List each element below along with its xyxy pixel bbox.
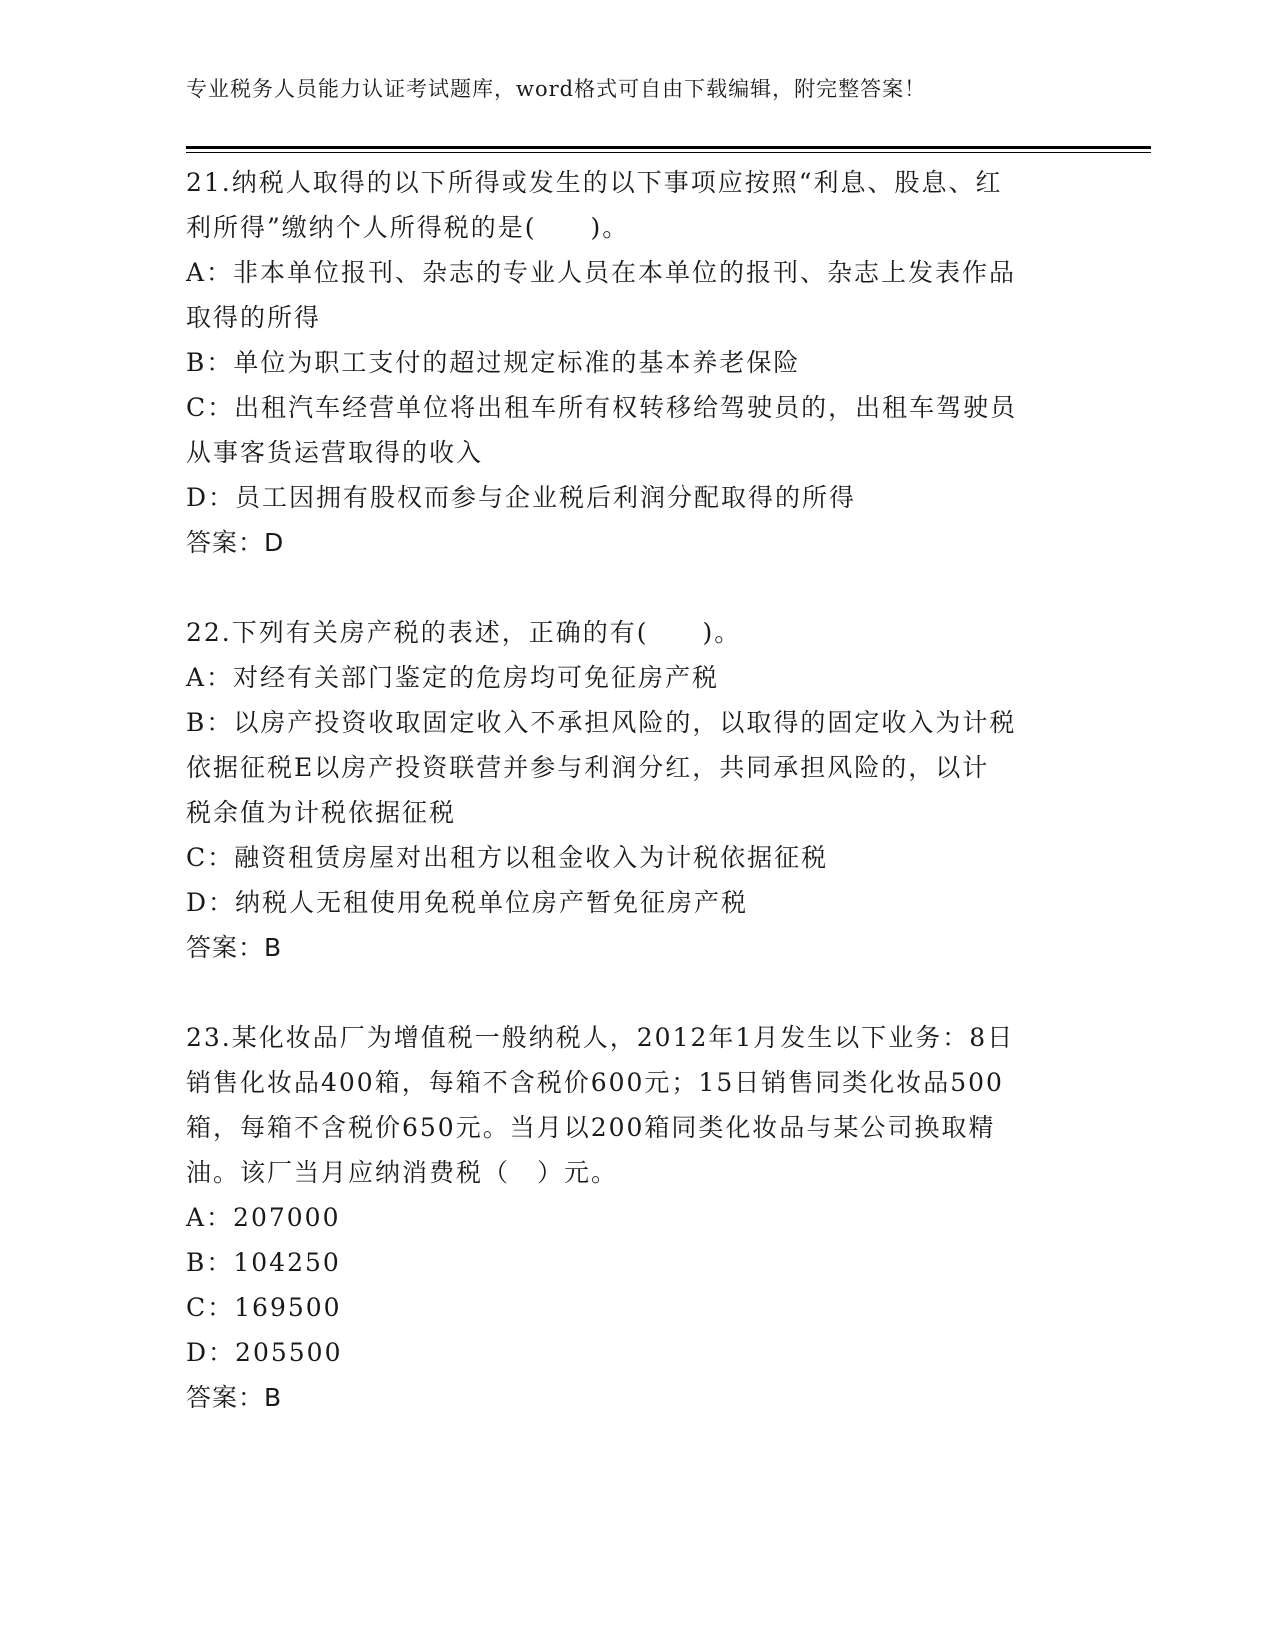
option-a: A：对经有关部门鉴定的危房均可免征房产税 <box>186 663 720 692</box>
option-c: C：融资租赁房屋对出租方以租金收入为计税依据征税 <box>186 843 829 872</box>
option-b-cont: 依据征税E以房产投资联营并参与利润分红，共同承担风险的，以计 <box>186 753 990 782</box>
question-stem-line: 箱，每箱不含税价650元。当月以200箱同类化妆品与某公司换取精 <box>186 1113 996 1142</box>
option-b: B：104250 <box>186 1248 341 1277</box>
question-stem-line: 22.下列有关房产税的表述，正确的有( )。 <box>186 618 742 647</box>
question-stem-line: 21.纳税人取得的以下所得或发生的以下事项应按照“利息、股息、红 <box>186 168 1003 197</box>
answer: 答案：B <box>186 933 283 962</box>
answer: 答案：D <box>186 528 285 557</box>
option-b: B：单位为职工支付的超过规定标准的基本养老保险 <box>186 348 801 377</box>
answer: 答案：B <box>186 1383 283 1412</box>
question-stem-line: 23.某化妆品厂为增值税一般纳税人，2012年1月发生以下业务：8日 <box>186 1023 1015 1052</box>
option-b-cont: 税余值为计税依据征税 <box>186 798 457 827</box>
page-header: 专业税务人员能力认证考试题库，word格式可自由下载编辑，附完整答案！ <box>186 77 927 101</box>
option-c-cont: 从事客货运营取得的收入 <box>186 438 484 467</box>
option-c: C：出租汽车经营单位将出租车所有权转移给驾驶员的，出租车驾驶员 <box>186 393 1018 422</box>
option-d: D：纳税人无租使用免税单位房产暂免征房产税 <box>186 888 749 917</box>
option-c: C：169500 <box>186 1293 342 1322</box>
question-22 <box>186 610 1076 970</box>
option-a: A：207000 <box>186 1203 341 1232</box>
question-stem-line: 销售化妆品400箱，每箱不含税价600元；15日销售同类化妆品500 <box>186 1068 1004 1097</box>
header-rule-thick <box>186 146 1151 149</box>
question-list <box>186 160 1076 1420</box>
header-rule-thin <box>186 152 1151 153</box>
question-23 <box>186 1015 1076 1420</box>
question-21 <box>186 160 1076 565</box>
question-stem-line: 油。该厂当月应纳消费税（ ）元。 <box>186 1158 619 1187</box>
option-d: D：员工因拥有股权而参与企业税后利润分配取得的所得 <box>186 483 857 512</box>
option-d: D：205500 <box>186 1338 343 1367</box>
option-b: B：以房产投资收取固定收入不承担风险的，以取得的固定收入为计税 <box>186 708 1017 737</box>
option-a-cont: 取得的所得 <box>186 303 322 332</box>
option-a: A：非本单位报刊、杂志的专业人员在本单位的报刊、杂志上发表作品 <box>186 258 1017 287</box>
question-stem-line: 利所得”缴纳个人所得税的是( )。 <box>186 213 630 242</box>
